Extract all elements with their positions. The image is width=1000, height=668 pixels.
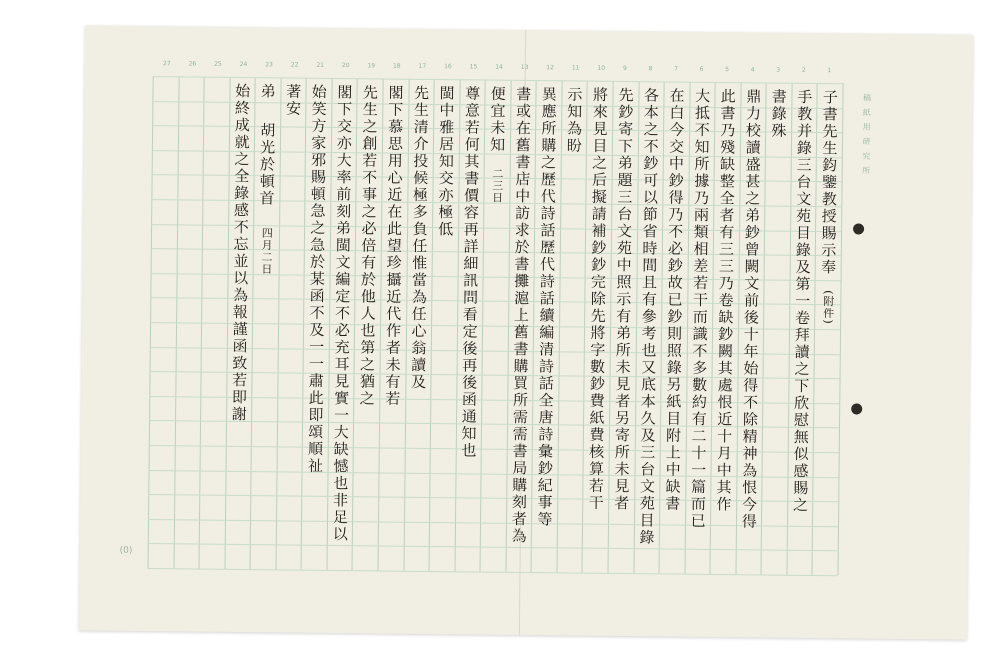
letter-column-text: 大抵不知所據乃兩類相差若干而識不多數約有二十一篇而已	[688, 87, 712, 530]
letter-column	[687, 88, 714, 530]
column-number: 12	[546, 64, 554, 72]
letter-column	[817, 89, 841, 325]
column-number: 8	[648, 65, 653, 73]
letter-column	[304, 84, 330, 475]
letter-column-text: 在白今交中鈔得乃不必鈔故已鈔則照錄另紙目附上中缺書	[663, 87, 686, 513]
column-number: 23	[265, 61, 273, 69]
letter-column-text: 示知為盼	[564, 86, 584, 155]
letter-column-text: 始終成就之全錄感不忘並以為報謹函致若即謝	[229, 82, 252, 424]
punch-hole-upper	[853, 223, 864, 234]
letter-column-text: 閣下慕思用心近在此望珍攝近代作者未有若	[383, 84, 405, 408]
letter-column-text: 此書乃殘缺整全者有三三乃卷缺鈔闕其處恨近十月中其作	[714, 88, 737, 514]
letter-column-text: 先生之創若不事之必倍有於他人也第之猶之	[357, 84, 380, 408]
column-number: 16	[444, 63, 452, 71]
column-number: 11	[571, 64, 580, 72]
grid-row-line	[149, 445, 839, 453]
column-number: 6	[699, 65, 704, 73]
letter-column-text: 弟	[258, 83, 277, 101]
letter-column	[407, 85, 432, 391]
column-number: 2	[801, 66, 806, 74]
letter-column	[533, 86, 560, 528]
letter-column-text: 子書先生鈞鑒教授賜示奉	[819, 89, 840, 277]
letter-column-text: 異應所購之歷代詩話歷代詩話續編清詩話全唐詩彙鈔紀事等	[535, 86, 558, 529]
column-number: 3	[776, 66, 781, 74]
letter-column	[563, 86, 586, 154]
grid-row-line	[150, 371, 840, 379]
letter-column	[610, 87, 636, 512]
letter-paper	[79, 25, 973, 639]
marginal-note: (附件)	[821, 290, 835, 325]
column-number: 21	[316, 61, 325, 69]
column-number: 24	[239, 60, 248, 69]
letter-column	[738, 88, 765, 530]
letter-column-text: 鼎力校讀盛甚之弟鈔曾闕文前後十年始得不除精神為恨今得	[739, 88, 763, 531]
column-number: 5	[725, 66, 730, 74]
column-number: 17	[418, 62, 427, 70]
letter-date: 四月二日	[259, 227, 274, 276]
grid-row-line	[150, 297, 840, 305]
page-folio: (0)	[119, 545, 133, 556]
column-number: 19	[367, 62, 376, 70]
column-number: 22	[290, 61, 299, 69]
letter-column	[661, 87, 687, 512]
signature: 胡光於頓首	[257, 122, 277, 208]
letter-column	[282, 83, 304, 117]
letter-column-text: 尊意若何其書價容再詳細訊問看定後再後函通知也	[459, 85, 482, 460]
letter-column	[767, 89, 790, 140]
grid-row-line	[149, 396, 839, 404]
column-number: 13	[520, 63, 529, 72]
letter-column-text: 手教并錄三台文苑目錄及第一卷拜讀之下欣慰無似感賜之	[790, 88, 814, 514]
paper-header-strip: 稿 紙 用 研 究 所	[861, 93, 872, 177]
letter-column-text: 書或在舊書店中訪求於書攤滬上舊書購買所需需書局購刻者為	[509, 85, 533, 546]
letter-column	[434, 85, 458, 238]
letter-column-text: 書錄殊	[769, 88, 788, 140]
letter-column	[356, 84, 381, 407]
letter-column	[712, 88, 738, 513]
grid-row-line	[149, 420, 839, 428]
letter-column-text: 各本之不鈔可以節省時間且有參考也又底本久及三台文苑目錄	[637, 87, 661, 547]
letter-column	[228, 83, 254, 423]
grid-row-line	[148, 543, 838, 551]
column-number: 20	[341, 62, 350, 70]
letter-column	[255, 83, 279, 275]
column-number: 15	[469, 63, 478, 71]
column-number: 1	[827, 67, 832, 75]
letter-column-text: 先鈔寄下弟題三台文苑中照示有弟所未見者另寄所未見者	[612, 86, 635, 513]
letter-column-text: 始笑方家邪賜頓急之急於某函不及一一肅此即頌順祉	[305, 83, 328, 475]
column-number: 26	[188, 60, 197, 68]
column-number: 7	[674, 65, 678, 73]
grid-row-line	[150, 347, 840, 355]
column-number: 14	[495, 63, 503, 71]
letter-column	[381, 85, 406, 408]
grid-row-line	[148, 494, 838, 502]
column-number: 9	[622, 65, 627, 73]
letter-column-text: 著安	[284, 83, 303, 118]
column-number: 4	[750, 66, 755, 74]
letter-column	[457, 85, 483, 459]
grid-row-line	[148, 568, 838, 576]
letter-column	[585, 87, 611, 512]
letter-column	[486, 86, 509, 204]
letter-column-text: 先生清介投候極多負任惟當為任心翁讀及	[408, 84, 431, 391]
letter-column	[789, 89, 815, 514]
letter-column-text: 閣下交亦大率前刻弟閩文編定不必充耳見實一大缺憾也非足以	[330, 83, 354, 544]
letter-column-text: 將來見目之后擬請補鈔鈔完除先將字數鈔費紙費核算若干	[586, 86, 610, 512]
column-number: 25	[214, 60, 222, 68]
grid-row-line	[149, 470, 839, 478]
column-number: 10	[597, 64, 606, 72]
grid-row-line	[148, 519, 838, 527]
grid-row-line	[150, 322, 840, 330]
marginal-note: 二三日	[490, 167, 504, 204]
column-number: 18	[392, 62, 401, 70]
column-number: 27	[162, 60, 171, 68]
punch-hole-lower	[851, 403, 862, 414]
letter-column-text: 閩中雅居知交亦極低	[436, 85, 456, 239]
letter-column-text: 便宜未知	[488, 85, 507, 154]
